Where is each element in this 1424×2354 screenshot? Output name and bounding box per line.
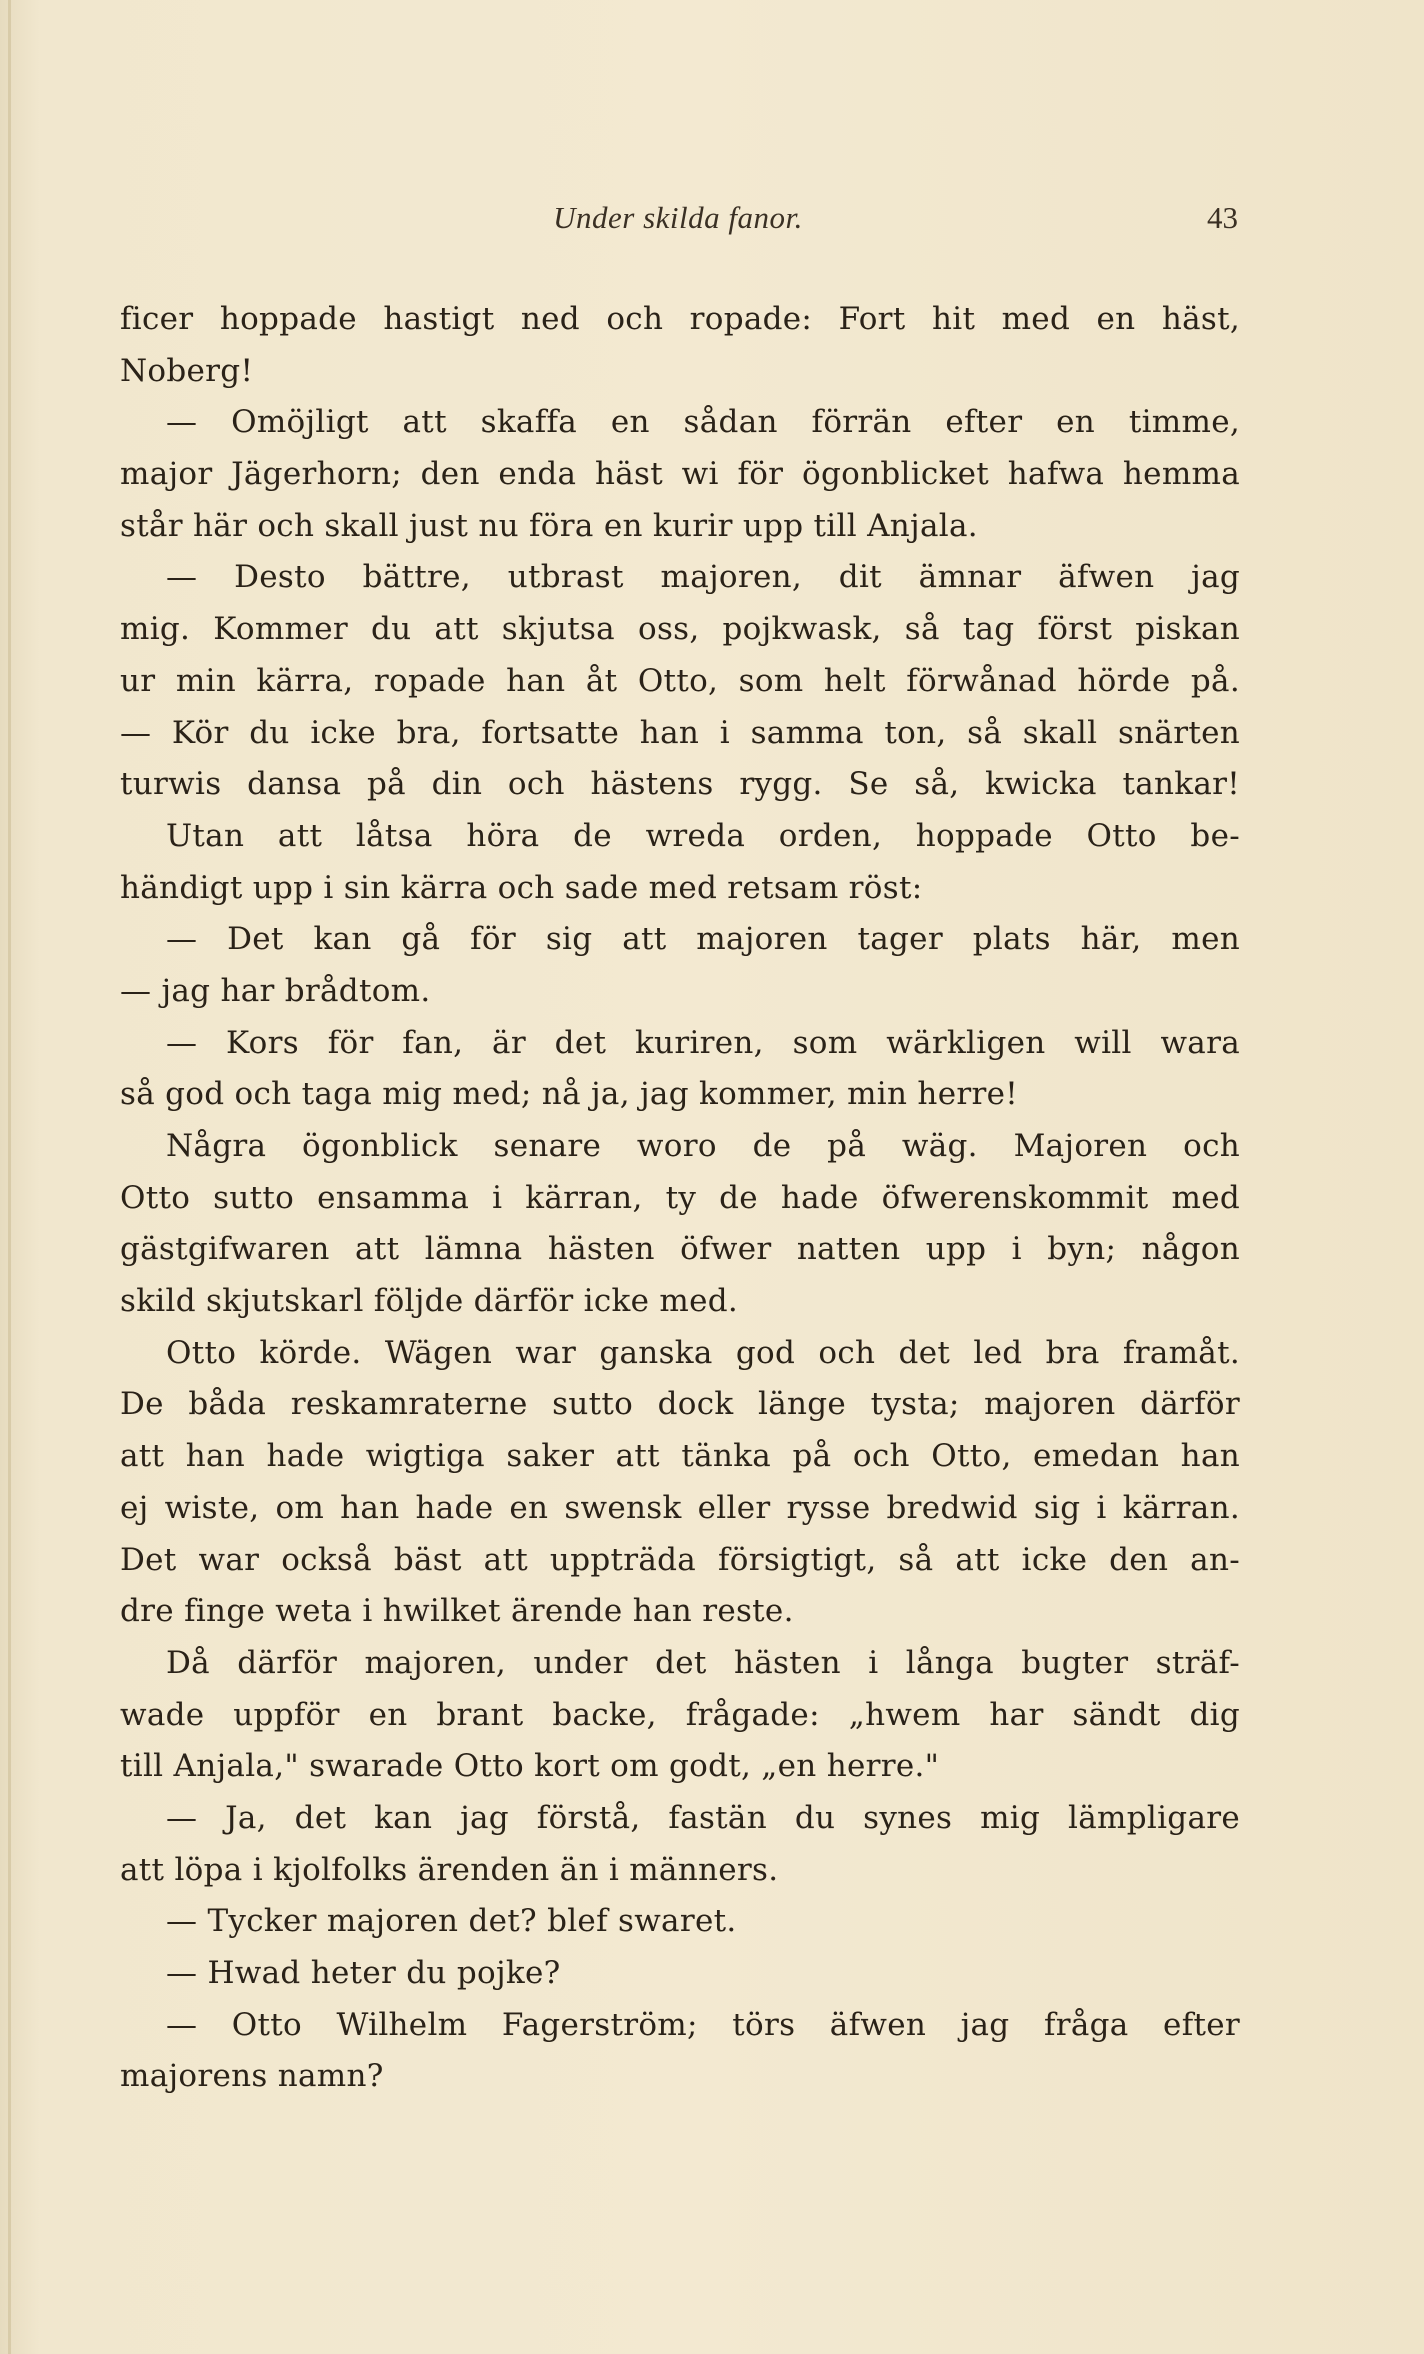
text-line: wade uppför en brant backe, frågade: „hwem har sändt dig [120, 1696, 1240, 1733]
text-line: mig. Kommer du att skjutsa oss, pojkwask, så tag först piskan [120, 611, 1240, 648]
text-line: att löpa i kjolfolks ärenden än i männers. [120, 1851, 779, 1888]
text-line: — Det kan gå för sig att majoren tager plats här, men [166, 921, 1240, 958]
text-line: dre finge weta i hwilket ärende han reste. [120, 1593, 794, 1630]
running-title: Under skilda fanor. [553, 200, 803, 235]
text-line: står här och skall just nu föra en kurir upp till Anjala. [120, 507, 978, 544]
text-line: händigt upp i sin kärra och sade med retsam röst: [120, 869, 923, 906]
text-line: Då därför majoren, under det hästen i långa bugter sträf- [166, 1644, 1240, 1681]
text-line: gästgifwaren att lämna hästen öfwer natten upp i byn; någon [120, 1231, 1240, 1268]
text-line: Det war också bäst att uppträda försigtigt, så att icke den an- [120, 1541, 1240, 1578]
page-number: 43 [1207, 200, 1238, 235]
body-text [120, 294, 1240, 2103]
text-line: — Ja, det kan jag förstå, fastän du synes mig lämpligare [166, 1799, 1240, 1836]
text-line: så god och taga mig med; nå ja, jag kommer, min herre! [120, 1076, 1018, 1113]
text-line: — jag har brådtom. [120, 972, 431, 1009]
text-line: — Desto bättre, utbrast majoren, dit ämnar äfwen jag [166, 559, 1240, 596]
text-line: Otto sutto ensamma i kärran, ty de hade öfwerenskommit med [120, 1179, 1240, 1216]
text-line: major Jägerhorn; den enda häst wi för ögonblicket hafwa hemma [120, 456, 1240, 493]
page-header [118, 200, 1238, 244]
text-line: Några ögonblick senare woro de på wäg. Majoren och [166, 1128, 1240, 1164]
text-line: Noberg! [120, 352, 254, 389]
text-line: till Anjala," swarade Otto kort om godt, „en herre." [120, 1748, 940, 1785]
text-line: ficer hoppade hastigt ned och ropade: Fort hit med en häst, [120, 301, 1240, 337]
text-line: skild skjutskarl följde därför icke med. [120, 1283, 739, 1320]
text-line: majorens namn? [120, 2058, 384, 2095]
text-line: Utan att låtsa höra de wreda orden, hoppade Otto be- [166, 817, 1240, 854]
text-line: ur min kärra, ropade han åt Otto, som helt förwånad hörde på. [120, 662, 1240, 699]
text-line: — Kors för fan, är det kuriren, som wärkligen will wara [166, 1024, 1240, 1061]
text-line: att han hade wigtiga saker att tänka på och Otto, emedan han [120, 1438, 1240, 1475]
text-line: — Omöjligt att skaffa en sådan förrän efter en timme, [166, 404, 1240, 441]
text-line: — Tycker majoren det? blef swaret. [166, 1903, 737, 1940]
text-line: — Hwad heter du pojke? [166, 1955, 561, 1991]
text-line: Otto körde. Wägen war ganska god och det led bra framåt. [166, 1334, 1240, 1371]
text-line: De båda reskamraterne sutto dock länge tysta; majoren därför [120, 1386, 1240, 1423]
text-line: — Kör du icke bra, fortsatte han i samma ton, så skall snärten [120, 714, 1240, 751]
text-line: turwis dansa på din och hästens rygg. Se så, kwicka tankar! [120, 766, 1240, 803]
page-fold-edge [8, 0, 11, 2354]
text-line: — Otto Wilhelm Fagerström; törs äfwen jag fråga efter [166, 2006, 1240, 2043]
text-line: ej wiste, om han hade en swensk eller ryssе bredwid sig i kärran. [120, 1489, 1240, 1526]
